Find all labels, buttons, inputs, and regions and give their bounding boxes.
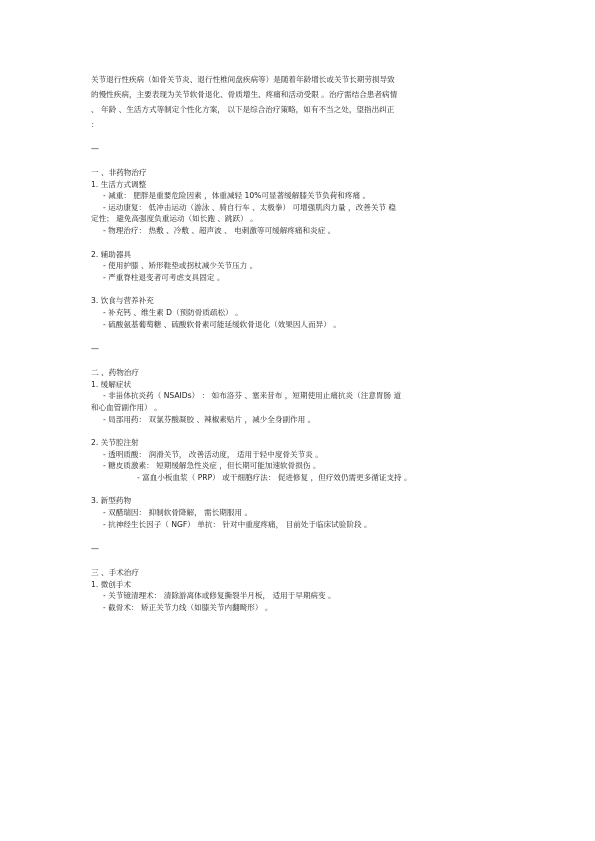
list-item: - 减重： 肥胖是重要危险因素 ，体重减轻 10%可显著缓解膝关节负荷和疼痛 。: [103, 191, 371, 201]
section-divider: —: [91, 544, 99, 554]
list-item: - 运动康复： 低冲击运动（游泳 、骑自行车 、太极拳） 可增强肌肉力量 ，改善关节 稳: [103, 202, 397, 212]
intro-line: ：: [91, 120, 99, 129]
subsection-title-lifestyle: 1. 生活方式调整: [91, 179, 147, 189]
list-item: - 非甾体抗炎药（ NSAIDs） ： 如布洛芬 、塞来昔布 ，短期使用止痛抗炎（注意胃肠 道: [103, 391, 402, 401]
list-item: - 使用护膝 、矫形鞋垫或拐杖减少关节压力 。: [103, 261, 258, 271]
section-divider: —: [91, 144, 99, 153]
section-divider: —: [91, 344, 99, 354]
list-item: - 透明质酸： 润滑关节， 改善活动度， 适用于轻中度骨关节炎 。: [103, 449, 323, 459]
intro-paragraph: [91, 72, 511, 132]
intro-line: 、 年龄 、生活方式等制定个性化方案， 以下是综合治疗策略，如有不当之处，望指出纠正: [91, 105, 395, 114]
list-item: - 糖皮质激素： 短期缓解急性炎症 ，但长期可能加速软骨损伤 。: [103, 461, 321, 471]
list-item: - 补充钙 、维生素 D（预防骨质疏松） 。: [103, 307, 243, 317]
subsection-title-injection: 2. 关节腔注射: [91, 438, 139, 448]
intro-line: 的慢性疾病，主要表现为关节软骨退化、骨质增生、疼痛和活动受限 。治疗需结合患者病情: [91, 90, 398, 99]
subsection-title-new-drugs: 3. 新型药物: [91, 496, 132, 506]
list-item: - 富血小板血浆（ PRP） 或干细胞疗法： 促进修复 ，但疗效仍需更多循证支持 。: [137, 472, 412, 482]
list-item: - 双醋瑞因： 抑制软骨降解， 需长期服用 。: [103, 508, 253, 518]
section-title-drug: 二 、药物治疗: [91, 368, 139, 378]
list-item: - 严重脊柱退变者可考虑支具固定 。: [103, 272, 225, 282]
list-item-continuation: 定性； 避免高强度负重运动（如长跑 、跳跃） 。: [91, 214, 258, 224]
subsection-title-symptom-relief: 1. 缓解症状: [91, 379, 132, 389]
list-item: - 抗神经生长因子（ NGF） 单抗： 针对中重度疼痛， 目前处于临床试验阶段 。: [103, 519, 372, 529]
list-item-continuation: 和心血管副作用） 。: [91, 402, 162, 412]
subsection-title-minimally-invasive: 1. 微创手术: [91, 579, 132, 589]
section-title-non-drug: 一 、非药物治疗: [91, 168, 147, 177]
list-item: - 局部用药： 双氯芬酸凝胶 、辣椒素贴片 ，减少全身副作用 。: [103, 414, 316, 424]
list-item: - 关节镜清理术： 清除游离体或修复撕裂半月板， 适用于早期病变 。: [103, 591, 336, 601]
list-item: - 物理治疗： 热敷 、冷敷 、超声波 、 电刺激等可缓解疼痛和炎症 。: [103, 225, 336, 235]
intro-line: 关节退行性疾病（如骨关节炎、退行性椎间盘疾病等）是随着年龄增长或关节长期劳损导致: [91, 75, 395, 84]
list-item: - 截骨术： 矫正关节力线（如膝关节内翻畸形） 。: [103, 603, 273, 613]
subsection-title-aids: 2. 辅助器具: [91, 249, 132, 259]
section-title-surgery: 三 、手术治疗: [91, 568, 139, 578]
subsection-title-nutrition: 3. 饮食与营养补充: [91, 296, 154, 306]
document-body: [91, 72, 511, 614]
list-item: - 硫酸氨基葡萄糖 、硫酸软骨素可能延缓软骨退化（效果因人而异） 。: [103, 319, 341, 329]
